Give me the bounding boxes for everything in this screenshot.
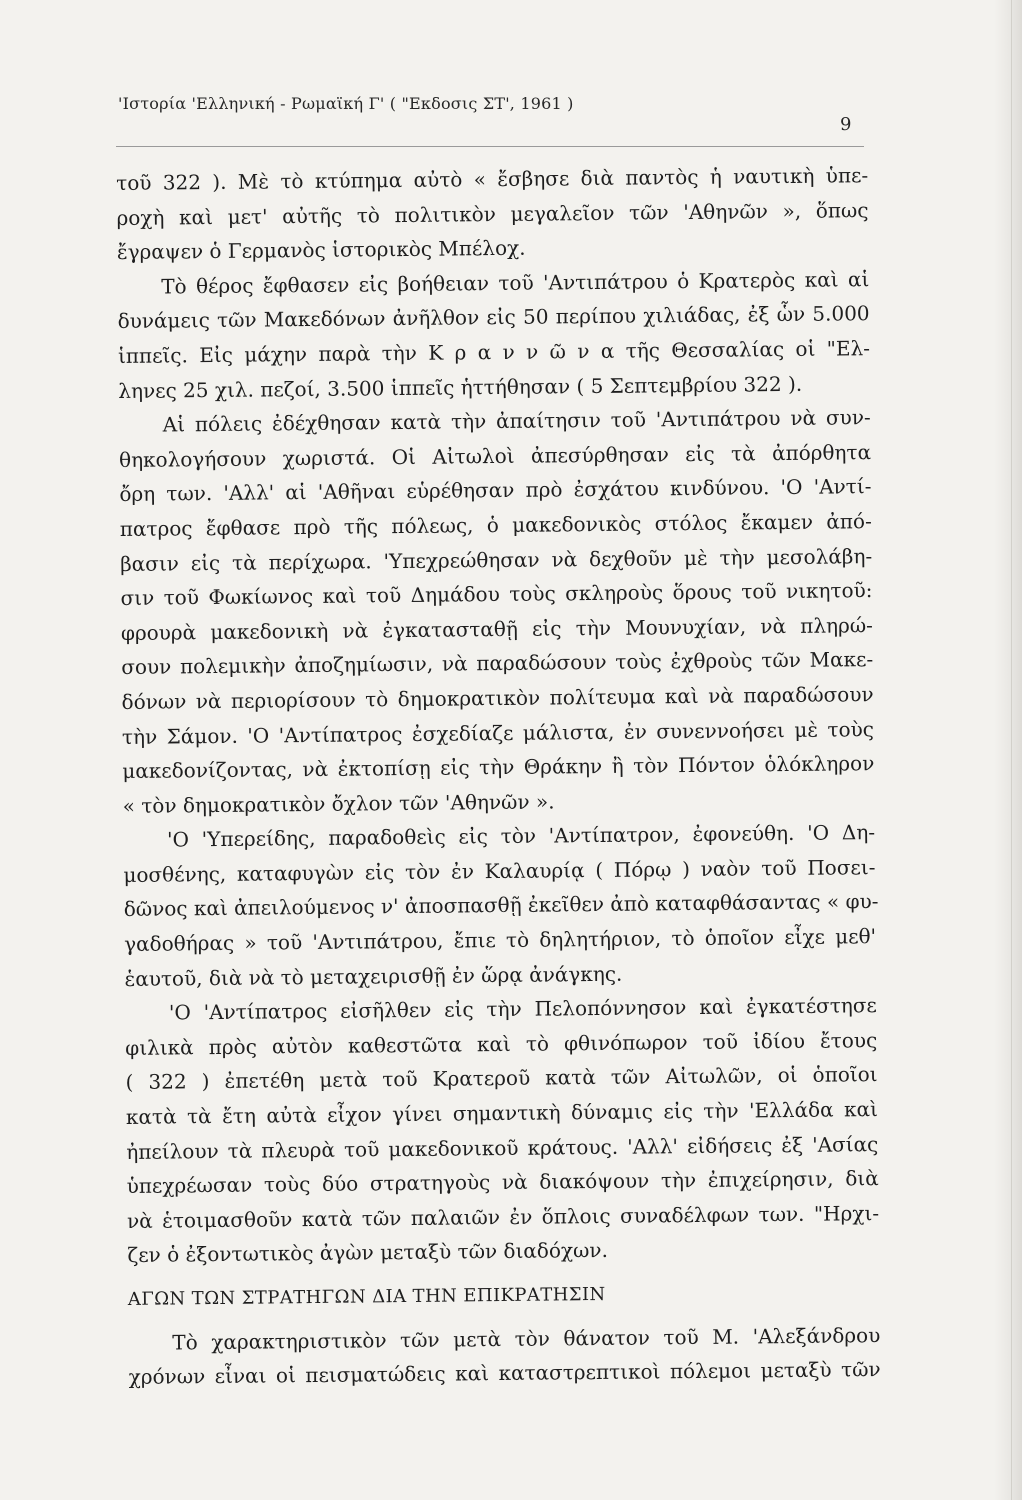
text-line: ἑαυτοῦ, διὰ νὰ τὸ μεταχειρισθῇ ἐν ὥρᾳ ἀνάγκης. — [124, 961, 623, 991]
text-line: τοῦ 322 ). Μὲ τὸ κτύπημα αὐτὸ « ἔσβησε διὰ παντὸς ἡ ναυτικὴ ὑπε- — [116, 163, 869, 195]
text-line: τὴν Σάμον. 'Ο 'Αντίπατρος ἐσχεδίαζε μάλιστα, ἐν συνεννοήσει μὲ τοὺς — [121, 716, 875, 749]
text-line: σιν τοῦ Φωκίωνος καὶ τοῦ Δημάδου τοὺς σκληροὺς ὅρους τοῦ νικητοῦ: — [120, 578, 873, 611]
text-line: βασιν εἰς τὰ περίχωρα. 'Υπεχρεώθησαν νὰ δεχθοῦν μὲ τὴν μεσολάβη- — [120, 543, 873, 576]
text-line: Τὸ χαρακτηριστικὸν τῶν μετὰ τὸν θάνατον τοῦ Μ. 'Αλεξάνδρου — [172, 1322, 881, 1355]
paragraph-3 — [119, 400, 875, 823]
text-line: ὑπεχρέωσαν τοὺς δύο στρατηγοὺς νὰ διακόψουν τὴν ἐπιχείρησιν, διὰ — [126, 1166, 879, 1199]
text-line: ζεν ὁ ἐξοντωτικὸς ἀγὼν μεταξὺ τῶν διαδόχων. — [127, 1238, 609, 1268]
text-line: χρόνων εἶναι οἱ πεισματώδεις καὶ καταστρεπτικοὶ πόλεμοι μεταξὺ τῶν — [128, 1357, 881, 1390]
text-line: δόνων νὰ περιορίσουν τὸ δημοκρατικὸν πολίτευμα καὶ νὰ παραδώσουν — [121, 682, 874, 714]
text-line: 'Ο 'Αντίπατρος εἰσῆλθεν εἰς τὴν Πελοπόννησον καὶ ἐγκατέστησε — [168, 993, 877, 1025]
text-line: μακεδονίζοντας, νὰ ἐκτοπίσῃ εἰς τὴν Θράκην ἢ τὸν Πόντον ὁλόκληρον — [122, 751, 875, 784]
text-line: δυνάμεις τῶν Μακεδόνων ἀνῆλθον εἰς 50 περίπου χιλιάδας, ἐξ ὧν 5.000 — [117, 301, 870, 334]
text-line: 'Ο 'Υπερείδης, παραδοθεὶς εἰς τὸν 'Αντίπατρον, ἐφονεύθη. 'Ο Δη- — [166, 820, 876, 852]
running-header-title: 'Ιστορία 'Ελληνική - Ρωμαϊκή Γ' ( "Εκδοσις ΣΤ', 1961 ) — [118, 94, 574, 113]
text-line: Αἱ πόλεις ἐδέχθησαν κατὰ τὴν ἀπαίτησιν τοῦ 'Αντιπάτρου νὰ συν- — [162, 405, 871, 437]
paragraph-2 — [117, 262, 870, 408]
paragraph-4 — [123, 815, 877, 996]
page-number: 9 — [840, 114, 852, 135]
paragraph-1 — [116, 158, 869, 270]
text-line: « τὸν δημοκρατικὸν ὄχλον τῶν 'Αθηνῶν ». — [122, 789, 555, 818]
text-line: δῶνος καὶ ἀπειλούμενος ν' ἀποσπασθῇ ἐκεῖθεν ἀπὸ καταφθάσαντας « φυ- — [123, 889, 879, 922]
header-rule — [116, 146, 864, 147]
text-line: θηκολογήσουν χωριστά. Οἱ Αἰτωλοὶ ἀπεσύρθησαν εἰς τὰ ἀπόρθητα — [118, 439, 872, 472]
text-line: σουν πολεμικὴν ἀποζημίωσιν, νὰ παραδώσουν τοὺς ἐχθροὺς τῶν Μακε- — [121, 647, 874, 680]
paragraph-6 — [128, 1318, 881, 1395]
text-line: νὰ ἑτοιμασθοῦν κατὰ τῶν παλαιῶν ἐν ὅπλοις συναδέλφων των. "Ηρχι- — [126, 1200, 880, 1233]
text-line: ἠπείλουν τὰ πλευρὰ τοῦ μακεδονικοῦ κράτους. 'Αλλ' εἰδήσεις ἐξ 'Ασίας — [126, 1131, 879, 1164]
text-line: ἱππεῖς. Εἰς μάχην παρὰ τὴν Κ ρ α ν ν ῶ ν α τῆς Θεσσαλίας οἱ "Ελ- — [117, 336, 871, 368]
text-line: γαδοθήρας » τοῦ 'Αντιπάτρου, ἔπιε τὸ δηλητήριον, τὸ ὁποῖον εἶχε μεθ' — [124, 924, 877, 957]
text-line: ( 322 ) ἐπετέθη μετὰ τοῦ Κρατεροῦ κατὰ τῶν Αἰτωλῶν, οἱ ὁποῖοι — [125, 1062, 878, 1095]
body-text — [116, 158, 881, 1395]
text-line: φρουρὰ μακεδονικὴ νὰ ἐγκατασταθῇ εἰς τὴν Μουνυχίαν, νὰ πληρώ- — [120, 612, 873, 645]
page-edge-line — [1011, 0, 1012, 1500]
text-line: ὄρη των. 'Αλλ' αἱ 'Αθῆναι εὑρέθησαν πρὸ ἐσχάτου κινδύνου. 'Ο 'Αντί- — [119, 474, 872, 507]
text-line: Τὸ θέρος ἔφθασεν εἰς βοήθειαν τοῦ 'Αντιπάτρου ὁ Κρατερὸς καὶ αἱ — [161, 266, 870, 299]
text-line: ροχὴ καὶ μετ' αὐτῆς τὸ πολιτικὸν μεγαλεῖον τῶν 'Αθηνῶν », ὅπως — [116, 197, 869, 230]
text-line: πατρος ἔφθασε πρὸ τῆς πόλεως, ὁ μακεδονικὸς στόλος ἔκαμεν ἀπό- — [119, 509, 872, 541]
text-line: ἔγραψεν ὁ Γερμανὸς ἱστορικὸς Μπέλοχ. — [116, 235, 526, 265]
text-line: κατὰ τὰ ἔτη αὐτὰ εἶχον γίνει σημαντικὴ δύναμις εἰς τὴν 'Ελλάδα καὶ — [125, 1097, 879, 1129]
text-line: φιλικὰ πρὸς αὐτὸν καθεστῶτα καὶ τὸ φθινόπωρον τοῦ ἰδίου ἔτους — [125, 1027, 878, 1060]
page-edge-shadow — [994, 0, 1022, 1500]
section-heading: ΑΓΩΝ ΤΩΝ ΣΤΡΑΤΗΓΩΝ ΔΙΑ ΤΗΝ ΕΠΙΚΡΑΤΗΣΙΝ — [127, 1283, 606, 1310]
paragraph-5 — [125, 988, 880, 1273]
text-line: μοσθένης, καταφυγὼν εἰς τὸν ἐν Καλαυρίᾳ ( Πόρῳ ) ναὸν τοῦ Ποσει- — [123, 854, 876, 887]
text-line: ληνες 25 χιλ. πεζοί, 3.500 ἱππεῖς ἡττήθησαν ( 5 Σεπτεμβρίου 322 ). — [118, 371, 803, 403]
